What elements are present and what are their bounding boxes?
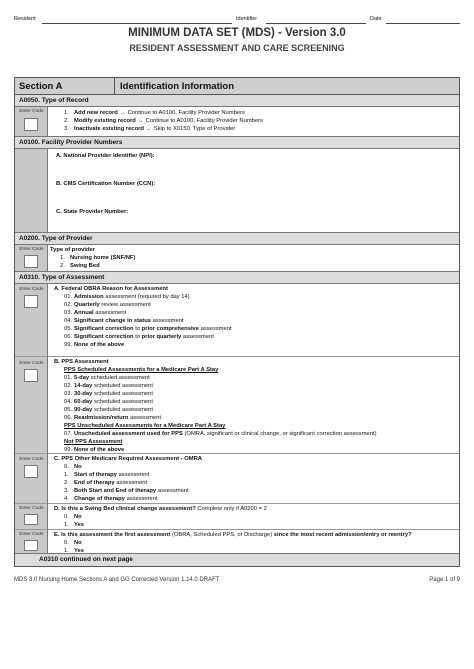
a0310-body	[15, 284, 459, 554]
option-row	[64, 479, 453, 487]
a0310b-code-box[interactable]	[24, 369, 38, 382]
option-label-bold: 90-day	[74, 407, 93, 413]
a0050-options	[48, 107, 459, 136]
option-label-rest: scheduled assessment	[92, 391, 153, 397]
option-label-bold: Annual	[74, 310, 94, 316]
option-label: Swing Bed	[70, 263, 100, 269]
a0310a-block	[48, 284, 459, 357]
option-number: 06.	[64, 415, 73, 421]
a0100-header: A0100. Facility Provider Numbers	[15, 137, 459, 149]
a0100-left-column	[15, 149, 48, 232]
a0310c-block	[48, 454, 459, 504]
option-row	[64, 341, 453, 349]
option-label-bold: 60-day	[74, 399, 93, 405]
a0050-code-box[interactable]	[24, 118, 38, 131]
option-label-rest: to	[133, 326, 142, 332]
option-number: 1.	[64, 110, 69, 116]
option-number: 05.	[64, 407, 73, 413]
option-number: 06.	[64, 334, 73, 340]
option-label-rest: review assessment	[99, 302, 151, 308]
option-row	[64, 521, 453, 529]
a0200-header: A0200. Type of Provider	[15, 233, 459, 245]
pps-unscheduled-title: PPS Unscheduled Assessments for a Medicare Part A Stay	[64, 423, 226, 429]
page-subtitle: RESIDENT ASSESSMENT AND CARE SCREENING	[129, 43, 345, 53]
option-label-rest: scheduled assessment	[89, 375, 150, 381]
arrow-right-icon: →	[137, 118, 144, 124]
option-row	[64, 463, 453, 471]
option-row	[64, 325, 453, 333]
a0310b-block	[48, 357, 459, 454]
option-label-rest: assessment	[150, 318, 184, 324]
date-label: Date	[370, 16, 382, 22]
a0310d-title: D. Is this a Swing Bed clinical change assessment?	[54, 506, 196, 512]
option-row	[64, 495, 453, 503]
option-number: 3.	[64, 488, 69, 494]
continued-notice: A0310 continued on next page	[15, 554, 459, 566]
a0100-body	[15, 149, 459, 233]
option-label-rest: to	[133, 334, 142, 340]
option-label-bold: No	[74, 514, 82, 520]
option-number: 1.	[64, 472, 69, 478]
enter-code-label: Enter Code	[19, 109, 44, 114]
enter-code-label: Enter Code	[19, 506, 44, 511]
enter-code-label: Enter Code	[19, 247, 44, 252]
section-label: Section A	[15, 78, 115, 94]
option-row	[64, 382, 453, 390]
a0310d-block	[48, 504, 459, 530]
option-number: 4.	[64, 496, 69, 502]
option-label-rest: assessment	[181, 334, 214, 340]
a0310e-title: E. Is this assessment the first assessment	[54, 532, 171, 538]
date-field[interactable]	[386, 23, 460, 24]
option-row	[60, 262, 459, 270]
option-number: 1.	[60, 255, 65, 261]
page-footer	[14, 577, 460, 583]
a0310c-title: C. PPS Other Medicare Required Assessment - OMRA	[54, 456, 202, 462]
option-label-bold: Change of therapy	[74, 496, 125, 502]
option-row	[64, 309, 453, 317]
option-label-rest: scheduled assessment	[92, 407, 153, 413]
ccn-label: B. CMS Certification Number (CCN):	[56, 181, 156, 187]
option-number: 02.	[64, 302, 73, 308]
a0310a-code-box[interactable]	[24, 295, 38, 308]
option-label-bold: Significant correction	[74, 326, 134, 332]
a0310e-block	[48, 530, 459, 554]
option-row	[64, 398, 453, 406]
a0050-enter-code-column	[15, 107, 48, 136]
option-label-bold: Significant correction	[74, 334, 134, 340]
option-number: 99.	[64, 447, 73, 453]
option-label-bold: 14-day	[74, 383, 93, 389]
option-label-rest: assessment	[114, 480, 148, 486]
a0310e-note: (OBRA, Scheduled PPS, or Discharge)	[170, 532, 274, 538]
option-row	[64, 333, 453, 341]
option-number: 07.	[64, 431, 73, 437]
option-label-rest: assessment	[199, 326, 232, 332]
identifier-label: Identifier	[236, 16, 258, 22]
option-label-rest: scheduled assessment	[92, 383, 153, 389]
option-label: Modify existing record	[74, 118, 136, 124]
option-target: Skip to X0150, Type of Provider	[153, 126, 236, 132]
page-number: Page 1 of 9	[429, 577, 460, 583]
option-row	[64, 547, 453, 555]
a0310-enter-code-column	[15, 284, 48, 553]
option-number: 03.	[64, 310, 73, 316]
header-fields	[14, 16, 460, 26]
option-label-rest: assessment	[156, 488, 189, 494]
option-label-bold: Yes	[74, 522, 84, 528]
option-row	[64, 406, 453, 414]
option-number: 2.	[60, 263, 65, 269]
option-number: 01.	[64, 294, 73, 300]
option-label: Add new record	[74, 110, 118, 116]
option-row	[64, 446, 453, 454]
option-label-rest: assessment	[93, 310, 127, 316]
option-label-rest: scheduled assessment	[92, 399, 153, 405]
option-row	[64, 117, 459, 125]
option-number: 1.	[64, 548, 69, 554]
option-label-rest: assessment (required by day 14)	[103, 294, 190, 300]
option-target: Continue to A0100, Facility Provider Numbers	[145, 118, 263, 124]
a0310-content	[48, 284, 459, 553]
option-label-bold: None of the above	[74, 447, 125, 453]
option-row	[64, 109, 459, 117]
a0200-body	[15, 245, 459, 272]
option-row	[64, 487, 453, 495]
a0310d-code-box[interactable]	[24, 514, 38, 525]
option-label-bold: Start of therapy	[74, 472, 117, 478]
option-label-bold: prior comprehensive	[141, 326, 199, 332]
a0310-header: A0310. Type of Assessment	[15, 272, 459, 284]
option-label-bold: 30-day	[74, 391, 93, 397]
option-number: 0.	[64, 514, 69, 520]
enter-code-label: Enter Code	[19, 457, 44, 462]
option-label: Inactivate existing record	[74, 126, 144, 132]
a0310c-code-box[interactable]	[24, 465, 38, 478]
option-label-bold: prior quarterly	[141, 334, 182, 340]
option-number: 01.	[64, 375, 73, 381]
option-number: 0.	[64, 464, 69, 470]
section-header	[15, 78, 459, 95]
option-target: Continue to A0100, Facility Provider Numbers	[127, 110, 245, 116]
option-number: 2.	[64, 118, 69, 124]
option-label-bold: 5-day	[74, 375, 90, 381]
a0200-code-box[interactable]	[24, 255, 38, 268]
option-row	[64, 430, 453, 438]
section-a-form	[14, 77, 460, 567]
option-label-rest: assessment	[124, 496, 158, 502]
a0200-enter-code-column	[15, 245, 48, 271]
arrow-right-icon: →	[145, 126, 152, 132]
option-row	[64, 125, 459, 133]
option-label-bold: Significant change in status	[74, 318, 151, 324]
option-label: Nursing home (SNF/NF)	[70, 255, 136, 261]
a0310e-title-cont: since the most recent admission/entry or reentry?	[273, 532, 412, 538]
option-label-bold: End of therapy	[74, 480, 115, 486]
option-label-bold: No	[74, 464, 82, 470]
option-label-rest: assessment	[116, 472, 150, 478]
option-number: 05.	[64, 326, 73, 332]
resident-label: Resident	[14, 16, 36, 22]
enter-code-label: Enter Code	[19, 287, 44, 292]
option-row	[64, 317, 453, 325]
option-number: 2.	[64, 480, 69, 486]
option-row	[64, 471, 453, 479]
resident-field[interactable]	[42, 23, 232, 24]
option-label-rest: (OMRA, significant or clinical change, or significant correction assessment)	[182, 431, 377, 437]
option-row	[64, 374, 453, 382]
option-number: 99.	[64, 342, 73, 348]
arrow-right-icon: →	[119, 110, 126, 116]
a0310b-title: B. PPS Assessment	[54, 359, 109, 365]
option-number: 04.	[64, 399, 73, 405]
option-number: 0.	[64, 540, 69, 546]
section-title: Identification Information	[120, 81, 234, 92]
option-label-bold: No	[74, 540, 82, 546]
enter-code-label: Enter Code	[19, 361, 44, 366]
a0050-body	[15, 107, 459, 137]
a0310a-title: A. Federal OBRA Reason for Assessment	[54, 286, 168, 292]
option-label-bold: Both Start and End of therapy	[74, 488, 157, 494]
option-row	[64, 539, 453, 547]
state-provider-label: C. State Provider Number:	[56, 209, 129, 215]
identifier-field[interactable]	[266, 23, 366, 24]
a0310e-code-box[interactable]	[24, 540, 38, 551]
option-number: 3.	[64, 126, 69, 132]
option-row	[64, 390, 453, 398]
option-number: 04.	[64, 318, 73, 324]
option-label-bold: Yes	[74, 548, 84, 554]
enter-code-label: Enter Code	[19, 532, 44, 537]
option-number: 03.	[64, 391, 73, 397]
option-row	[60, 254, 459, 262]
a0050-header: A0050. Type of Record	[15, 95, 459, 107]
npi-label: A. National Provider Identifier (NPI):	[56, 153, 155, 159]
option-label-bold: Quarterly	[74, 302, 100, 308]
option-label-bold: Admission	[74, 294, 104, 300]
not-pps-title: Not PPS Assessment	[64, 439, 123, 445]
option-label-bold: None of the above	[74, 342, 125, 348]
option-row	[64, 513, 453, 521]
a0100-provider-numbers	[48, 149, 459, 232]
a0200-question: Type of provider	[50, 247, 95, 253]
option-label-bold: Unscheduled assessment used for PPS	[74, 431, 183, 437]
option-label-rest: assessment	[128, 415, 161, 421]
option-row	[64, 293, 453, 301]
a0310d-note: Complete only if A0200 = 2	[195, 506, 267, 512]
option-number: 1.	[64, 522, 69, 528]
option-row	[64, 301, 453, 309]
a0200-options	[48, 245, 459, 271]
pps-scheduled-title: PPS Scheduled Assessments for a Medicare Part A Stay	[64, 367, 219, 373]
option-number: 02.	[64, 383, 73, 389]
footer-version: MDS 3.0 Nursing Home Sections A and GG Corrected Version 1.14.0 DRAFT	[14, 577, 220, 583]
page-title: MINIMUM DATA SET (MDS) - Version 3.0	[128, 27, 346, 39]
option-row	[64, 414, 453, 422]
option-label-bold: Readmission/return	[74, 415, 129, 421]
